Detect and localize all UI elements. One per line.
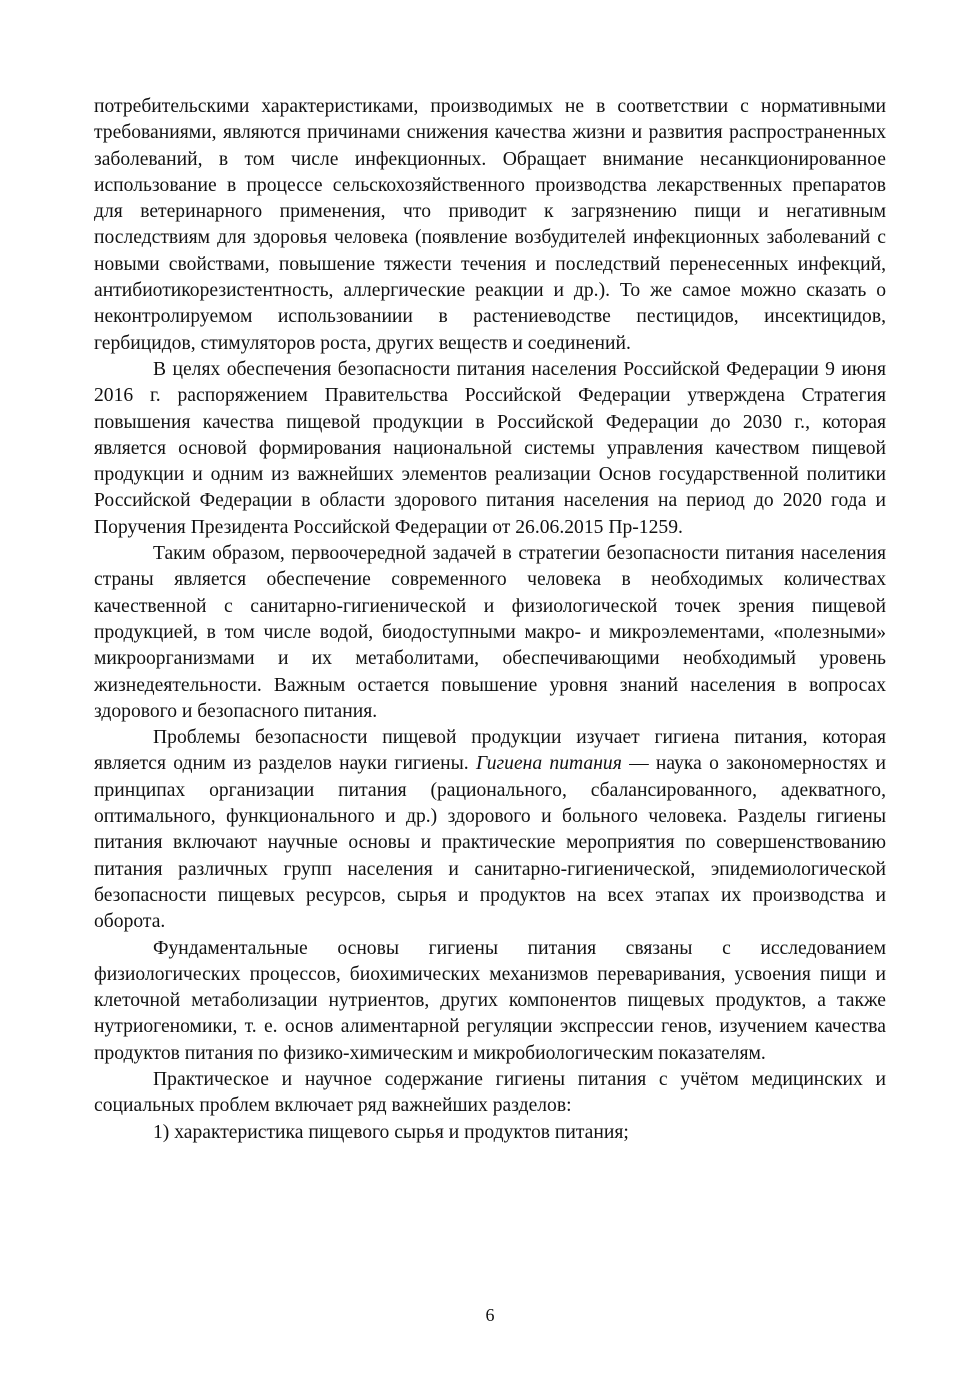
paragraph-definition	[94, 725, 886, 935]
definition-lead-text: Проблемы безопасности пищевой продукции изучает гигиена питания, которая является одним из разделов науки гигиены.	[94, 727, 886, 775]
page-body	[94, 94, 886, 1146]
paragraph-priority-task: Таким образом, первоочередной задачей в стратегии безопасности питания населения страны является обеспечение современного человека в необходимых количествах качественной с санитарно-гигиенической и физиологической точек зрения пищевой продукцией, в том числе водой, биодоступными макро- и микроэлементами, «полезными» микроорганизмами и их метаболитами, обеспечивающими необходимый уровень жизнедеятельности. Важным остается повышение уровня знаний населения в вопросах здорового и безопасного питания.	[94, 543, 886, 722]
defined-term: Гигиена питания	[475, 753, 622, 775]
page-number: 6	[485, 1305, 495, 1325]
definition-body-text: — наука о закономерностях и принципах организации питания (рационального, сбалансированного, адекватного, оптимального, функционального и др.) здорового и больного человека. Разделы гигиены питания включают научные основы и практические мероприятия по совершенствованию питания различных групп населения и санитарно-гигиенической, эпидемиологической безопасности пищевых ресурсов, сырья и продуктов на всех этапах их производства и оборота.	[94, 753, 887, 933]
list-item: 1) характеристика пищевого сырья и продуктов питания;	[153, 1121, 629, 1143]
paragraph-continuation: потребительскими характеристиками, производимых не в соответствии с нормативными требованиями, являются причинами снижения качества жизни и развития распространенных заболеваний, в том числе инфекционных. Обращает внимание несанкционированное использование в процессе сельскохозяйственного производства лекарственных препаратов для ветеринарного применения, что приводит к загрязнению пищи и негативным последствиям для здоровья человека (появление возбудителей инфекционных заболеваний с новыми свойствами, повышение тяжести течения и последствий перенесенных инфекций, антибиотикорезистентность, аллергические реакции и др.). То же самое можно сказать о неконтролируемом использованиии в растениеводстве пестицидов, инсектицидов, гербицидов, стимуляторов роста, других веществ и соединений.	[94, 96, 886, 354]
paragraph-fundamentals: Фундаментальные основы гигиены питания связаны с исследованием физиологических процессов, биохимических механизмов переваривания, усвоения пищи и клеточной метаболизации нутриентов, других компонентов пищевых продуктов, а также нутриогеномики, т. е. основ алиментарной регуляции экспрессии генов, изучением качества продуктов питания по физико-химическим и микробиологическим показателям.	[94, 937, 886, 1064]
paragraph-strategy: В целях обеспечения безопасности питания населения Российской Федерации 9 июня 2016 г. распоряжением Правительства Российской Федерации утверждена Стратегия повышения качества пищевой продукции в Российской Федерации до 2030 г., которая является основой формирования национальной системы управления качеством пищевой продукции и одним из важнейших элементов реализации Основ государственной политики Российской Федерации в области здорового питания населения на период до 2020 года и Поручения Президента Российской Федерации от 26.06.2015 Пр-1259.	[94, 358, 886, 538]
paragraph-sections-intro: Практическое и научное содержание гигиены питания с учётом медицинских и социальных проблем включает ряд важнейших разделов:	[94, 1068, 886, 1117]
